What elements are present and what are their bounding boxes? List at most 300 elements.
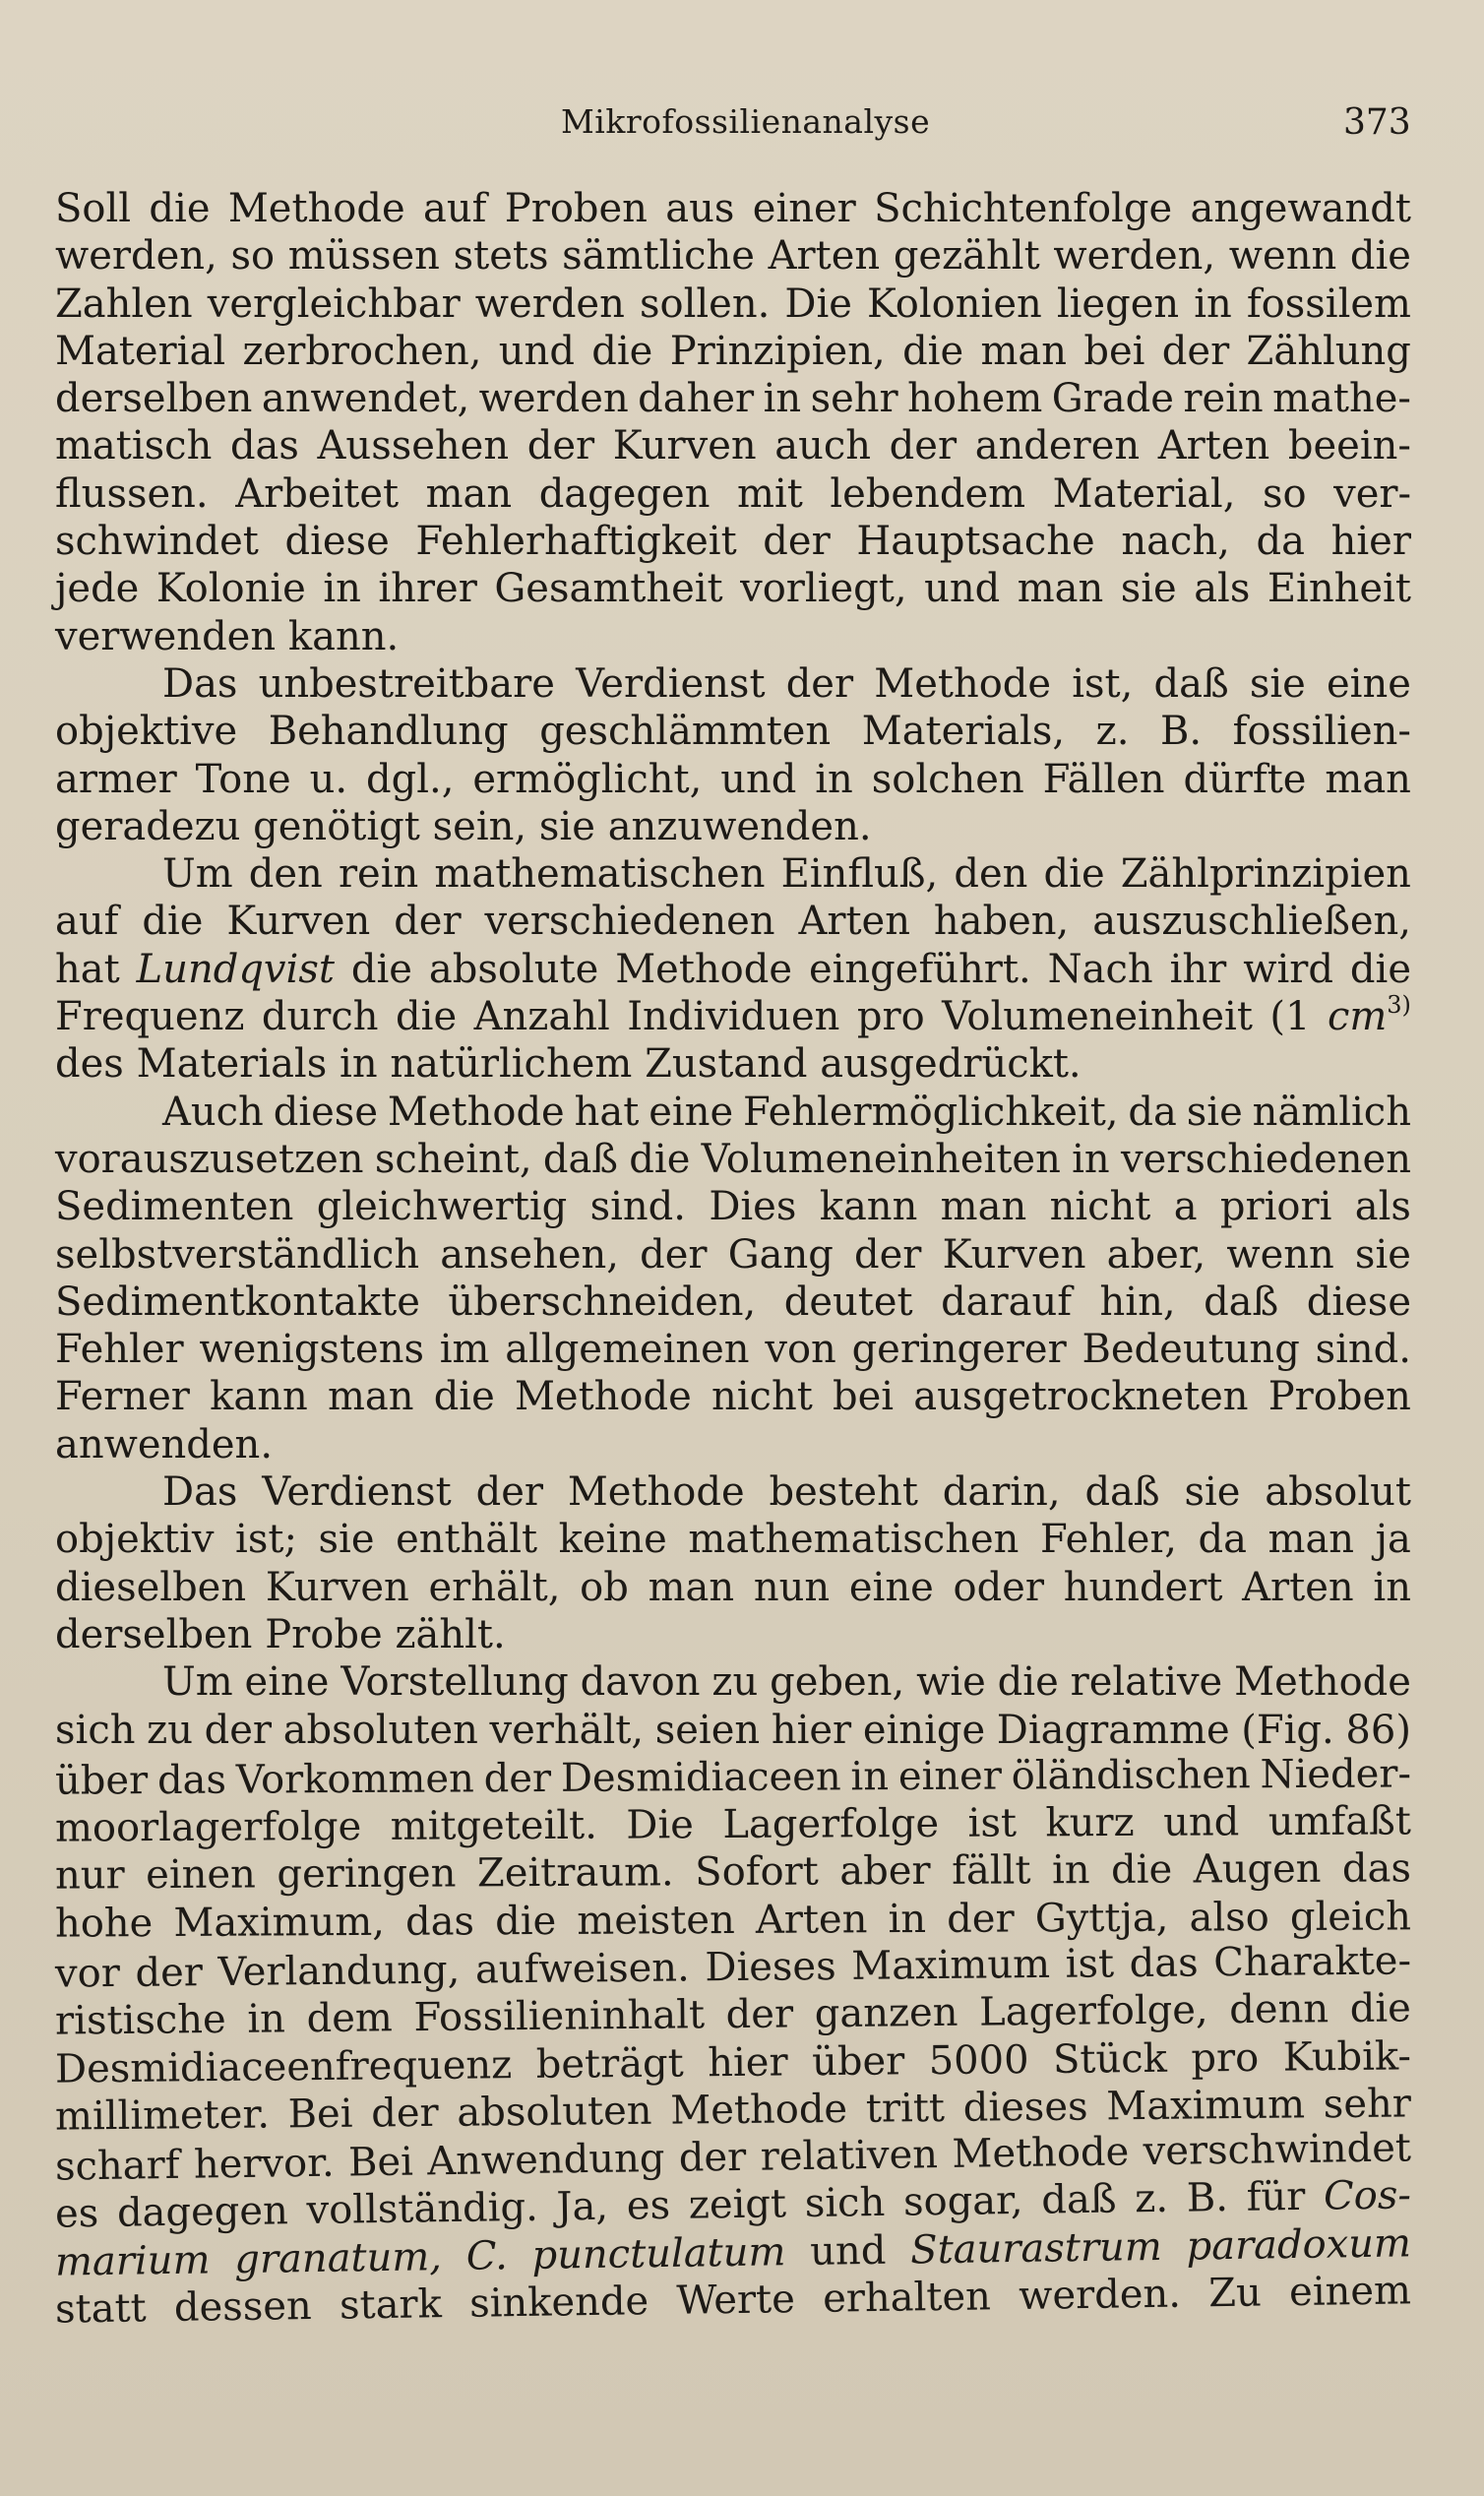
word: ausgedrückt.	[820, 1041, 1082, 1088]
word: Methode	[615, 946, 793, 992]
text-line	[55, 1326, 1411, 1373]
word: Bedeutung	[1082, 1327, 1300, 1373]
word: so	[1262, 470, 1307, 517]
word: besteht	[769, 1469, 918, 1516]
word: der	[475, 1469, 543, 1516]
word: Probe	[265, 1611, 383, 1657]
word: mathematischen	[434, 851, 766, 898]
word: zeigt	[688, 2181, 787, 2229]
word: Methode	[874, 660, 1052, 707]
word: zählt.	[395, 1611, 506, 1657]
word: liegen	[1056, 281, 1180, 327]
word: die	[1349, 1985, 1412, 2032]
word: die	[396, 994, 458, 1040]
word: fossilem	[1246, 281, 1411, 327]
word: Lundqvist	[136, 946, 335, 992]
word: nicht	[1049, 1184, 1151, 1230]
word: erhalten	[822, 2274, 992, 2322]
word: lebendem	[830, 470, 1026, 517]
word: zerbrochen,	[242, 328, 482, 374]
text-line	[55, 1658, 1411, 1706]
word: Staurastrum	[909, 2223, 1163, 2274]
word: erhält,	[428, 1564, 561, 1610]
word: die	[1349, 233, 1411, 280]
word: das	[404, 1899, 475, 1945]
word: in	[1072, 1136, 1110, 1182]
word: Zustand	[645, 1041, 808, 1088]
word: in	[340, 1041, 378, 1088]
word: B.	[1159, 709, 1203, 755]
word: hat	[574, 1089, 640, 1135]
word: Ja,	[556, 2184, 609, 2230]
word: Lagerfolge	[722, 1800, 940, 1848]
word: scheint,	[374, 1136, 532, 1182]
word: einem	[1288, 2268, 1412, 2316]
word: ver-	[1333, 470, 1411, 517]
word: nämlich	[1252, 1089, 1411, 1135]
word: Kubik-	[1282, 2032, 1412, 2081]
word: die	[149, 186, 211, 231]
word: eine	[1326, 660, 1411, 707]
word: Individuen	[627, 994, 840, 1040]
word: werden,	[55, 233, 217, 280]
word: verschiedenen	[484, 899, 775, 945]
word: der	[483, 1755, 552, 1802]
text-line	[55, 1421, 1411, 1468]
word: in	[850, 1753, 890, 1800]
text-line	[55, 375, 1411, 422]
word: verschwindet	[1143, 2125, 1412, 2175]
word: Dies	[709, 1184, 797, 1230]
word: anwendet,	[261, 376, 470, 422]
word: hier	[707, 2039, 788, 2086]
word: in	[763, 376, 802, 422]
word: z.	[1095, 709, 1130, 755]
word: der	[854, 1231, 922, 1278]
word: Bei	[287, 2090, 353, 2138]
word: ansehen,	[440, 1231, 620, 1278]
text-line	[55, 1136, 1411, 1183]
word: daß	[1153, 660, 1229, 707]
word: vor	[54, 1950, 121, 1997]
text-line	[55, 565, 1411, 612]
word: das	[1341, 1845, 1412, 1893]
word: marium	[54, 2237, 211, 2285]
word: Kurven	[265, 1564, 409, 1610]
word: geben,	[770, 1659, 905, 1706]
word: der	[135, 1950, 204, 1996]
word: diese	[273, 1089, 378, 1135]
word: Das	[162, 660, 238, 707]
word: Gesamtheit	[494, 566, 723, 612]
word: Maximum	[851, 1941, 1051, 1989]
word: einen	[146, 1851, 257, 1899]
word: der	[1161, 328, 1230, 374]
word: Cos-	[1323, 2172, 1412, 2220]
word: Zählung	[1246, 328, 1411, 374]
word: fossilien-	[1232, 709, 1411, 755]
text-line	[55, 898, 1411, 945]
word: Bei	[347, 2139, 414, 2186]
word: a	[1173, 1184, 1198, 1230]
word: u.	[309, 756, 348, 802]
word: darin,	[942, 1469, 1061, 1516]
word: hier	[1330, 519, 1411, 565]
word: werden	[478, 376, 629, 422]
word: anzuwenden.	[607, 803, 872, 849]
word: und	[720, 756, 797, 802]
word: nur	[54, 1852, 125, 1899]
word: das	[229, 423, 299, 469]
word: eine	[649, 1089, 734, 1135]
word: die	[997, 1659, 1059, 1706]
word: Um	[162, 851, 233, 898]
word: geringen	[277, 1850, 457, 1898]
word: den	[248, 851, 323, 898]
word: hin,	[1099, 1279, 1176, 1325]
word: Einheit	[1267, 566, 1411, 612]
word: umfaßt	[1268, 1798, 1412, 1845]
text-line	[55, 232, 1411, 280]
word: stark	[339, 2281, 443, 2329]
word: Arten	[1242, 1564, 1354, 1610]
word: der	[640, 1231, 708, 1278]
word: der	[204, 1707, 273, 1753]
word: wie	[916, 1659, 986, 1706]
word: ob	[580, 1564, 629, 1610]
word: sie	[1120, 566, 1177, 612]
word: zu	[147, 1707, 193, 1753]
word: ermöglicht,	[472, 756, 703, 802]
word: Anwendung	[427, 2136, 665, 2185]
word: Frequenz	[55, 994, 245, 1040]
word: Sofort	[695, 1848, 819, 1896]
word: vorauszusetzen	[55, 1136, 364, 1182]
word: mathematischen	[688, 1517, 1020, 1563]
word: in	[815, 756, 853, 802]
text-line	[55, 613, 1411, 660]
word: allgemeinen	[505, 1327, 750, 1373]
word: geschlämmten	[539, 709, 832, 755]
text-line	[55, 185, 1411, 232]
word: als	[1194, 566, 1251, 612]
word: nicht	[711, 1374, 813, 1420]
text-line	[55, 1468, 1411, 1516]
word: schwindet	[55, 519, 259, 565]
word: Gang	[727, 1231, 834, 1278]
word: Grade	[1051, 376, 1174, 422]
word: Das	[162, 1469, 238, 1516]
word: Sedimenten	[55, 1184, 294, 1230]
word: aber,	[1106, 1231, 1206, 1278]
text-line	[55, 1279, 1411, 1326]
word: 5000	[928, 2036, 1029, 2084]
word: Um	[162, 1659, 233, 1706]
word: Kurven	[226, 899, 371, 945]
word: absoluten	[282, 1707, 478, 1753]
word: dessen	[173, 2283, 313, 2331]
running-title: Mikrofossilienanalyse	[561, 102, 931, 141]
word: dagegen	[538, 470, 711, 517]
text-line	[55, 1089, 1411, 1136]
word: als	[1354, 1184, 1411, 1230]
word: eingeführt.	[808, 946, 1031, 992]
word: Nach	[1047, 946, 1153, 992]
word: daß	[1084, 1469, 1160, 1516]
word: vergleichbar	[207, 281, 461, 327]
word: granatum,	[233, 2233, 443, 2282]
word: armer	[55, 756, 177, 802]
word: auch	[774, 423, 872, 469]
word: es	[54, 2191, 99, 2238]
word: Zeitraum.	[476, 1849, 674, 1897]
word: man	[980, 328, 1068, 374]
word: und	[1163, 1799, 1240, 1845]
word: sie	[1186, 1089, 1243, 1135]
word: stets	[453, 233, 549, 280]
word: hohe	[54, 1900, 154, 1947]
word: im	[439, 1327, 490, 1373]
text-line	[55, 850, 1411, 898]
word: man	[425, 470, 513, 517]
word: der	[947, 1896, 1015, 1942]
word: Stück	[1052, 2035, 1168, 2083]
word: hundert	[1063, 1564, 1223, 1610]
word: Material,	[1052, 470, 1236, 517]
word: 86)	[1345, 1707, 1411, 1753]
word: nun	[753, 1564, 831, 1610]
word: eine	[244, 1659, 330, 1706]
word: Arten	[798, 899, 910, 945]
word: Zahlen	[55, 281, 193, 327]
word: ihr	[1169, 946, 1227, 992]
word: wenn	[1228, 233, 1337, 280]
word: Lagerfolge,	[978, 1987, 1208, 2035]
word: sind.	[1315, 1327, 1411, 1373]
word: scharf	[54, 2143, 180, 2190]
word: jede	[55, 566, 140, 612]
word: Die	[626, 1802, 695, 1848]
text-line	[55, 422, 1411, 469]
word: Methode	[227, 186, 405, 231]
word: einer	[897, 1753, 1003, 1799]
word: unbestreitbare	[258, 660, 555, 707]
word: Anzahl	[473, 994, 610, 1040]
word: mit	[737, 470, 803, 517]
word: seien	[654, 1707, 761, 1753]
word: daß	[1204, 1279, 1279, 1325]
word: Die	[784, 281, 852, 327]
word: auf	[423, 186, 487, 231]
word: auszuschließen,	[1092, 899, 1411, 945]
word: relative	[1070, 1659, 1223, 1706]
word: keine	[558, 1517, 667, 1563]
word: daher	[638, 376, 755, 422]
word: Verdienst	[262, 1469, 452, 1516]
word: Fällen	[1042, 756, 1165, 802]
word: (1	[1269, 994, 1311, 1040]
body-text	[54, 185, 1412, 2333]
word: Behandlung	[268, 709, 509, 755]
word: kurz	[1045, 1799, 1135, 1846]
word: in	[1373, 1564, 1411, 1610]
word: kann.	[287, 613, 400, 659]
word: Einfluß,	[780, 851, 939, 898]
text-line	[55, 756, 1411, 803]
word: man	[1325, 756, 1411, 802]
word: diese	[284, 519, 390, 565]
word: geringerer	[851, 1327, 1067, 1373]
word: angewandt	[1190, 186, 1411, 231]
text-line	[55, 281, 1411, 328]
word: in	[247, 1996, 286, 2043]
word: gleich	[1289, 1894, 1412, 1940]
word: das	[156, 1757, 227, 1803]
word: daß	[1040, 2177, 1117, 2224]
word: pro	[856, 994, 925, 1040]
text-line	[55, 708, 1411, 755]
word: sehr	[1323, 2081, 1412, 2128]
word: aber	[839, 1848, 931, 1895]
word: natürlichem	[390, 1041, 633, 1088]
word: Gyttja,	[1034, 1895, 1169, 1942]
word: die	[1043, 851, 1105, 898]
word: Diagramme	[996, 1707, 1230, 1753]
word: Proben	[504, 186, 648, 231]
word: matisch	[55, 423, 213, 469]
word: Arten	[755, 1896, 868, 1943]
word: Arten	[1157, 423, 1270, 469]
text-line	[55, 1183, 1411, 1230]
word: sie	[538, 803, 595, 849]
word: Materials	[136, 1041, 328, 1088]
word: objektiv	[55, 1517, 215, 1563]
word: hier	[771, 1707, 852, 1753]
word: vollständig.	[306, 2185, 539, 2234]
word: dieselben	[55, 1564, 247, 1610]
word: Maximum,	[173, 1899, 386, 1946]
word: sie	[318, 1517, 375, 1563]
word: diese	[1306, 1279, 1411, 1325]
word: über	[811, 2037, 905, 2085]
word: Sedimentkontakte	[55, 1279, 420, 1325]
text-line	[55, 518, 1411, 565]
text-line	[55, 1845, 1411, 1901]
word: punctulatum	[531, 2229, 786, 2278]
word: die	[350, 946, 412, 992]
word: daß	[542, 1136, 619, 1182]
word: sämtliche	[562, 233, 755, 280]
word: es	[626, 2183, 671, 2229]
text-line	[55, 803, 1411, 850]
word: Fehlermöglichkeit,	[743, 1089, 1119, 1135]
word: dgl.,	[366, 756, 455, 802]
word: Ferner	[55, 1374, 190, 1420]
word: beträgt	[535, 2040, 684, 2088]
word: Arbeitet	[235, 470, 400, 517]
word: sehr	[810, 376, 898, 422]
word: kann	[819, 1184, 918, 1230]
word: Vorkommen	[235, 1756, 474, 1803]
word: das	[1129, 1940, 1199, 1987]
word: der	[785, 660, 854, 707]
word: dem	[306, 1995, 394, 2042]
word: ja	[1375, 1517, 1411, 1563]
word: sind.	[589, 1184, 686, 1230]
word: Soll	[55, 186, 132, 231]
word: die	[1110, 1847, 1173, 1894]
word: und	[498, 328, 575, 374]
word: ist	[1065, 1941, 1115, 1987]
word: derselben	[55, 376, 253, 422]
word: priori	[1219, 1184, 1332, 1230]
word: ist	[967, 1800, 1018, 1846]
word: hohem	[907, 376, 1043, 422]
word: wird	[1243, 946, 1333, 992]
word: enthält	[396, 1517, 538, 1563]
word: Volumeneinheit	[942, 994, 1253, 1040]
word: kann	[210, 1374, 308, 1420]
word: in	[1194, 281, 1232, 327]
word: dieses	[962, 2084, 1088, 2131]
word: mitgeteilt.	[390, 1802, 598, 1849]
word: solchen	[871, 756, 1024, 802]
word: deutet	[783, 1279, 913, 1325]
word: die	[629, 1136, 691, 1182]
word: darauf	[941, 1279, 1073, 1325]
word: über	[54, 1757, 149, 1804]
word: Kolonie	[155, 566, 306, 612]
word: den	[954, 851, 1028, 898]
word: absolut	[1265, 1469, 1411, 1516]
word: Kolonien	[867, 281, 1042, 327]
word: Methode	[952, 2129, 1130, 2178]
word: Charakte-	[1213, 1938, 1412, 1986]
word: werden	[474, 281, 625, 327]
word: Fehler,	[1040, 1517, 1177, 1563]
word: der	[394, 899, 462, 945]
word: überschneiden,	[448, 1279, 757, 1325]
word: derselben	[55, 1611, 253, 1657]
word: Dieses	[705, 1943, 836, 1991]
word: mathe-	[1272, 376, 1411, 422]
word: haben,	[933, 899, 1070, 945]
word: Methode	[387, 1089, 565, 1135]
word: geradezu	[55, 803, 241, 849]
text-line	[55, 946, 1411, 993]
word: des	[55, 1041, 124, 1088]
text-line	[55, 470, 1411, 518]
word: rein	[338, 851, 419, 898]
word: Maximum	[1106, 2082, 1306, 2130]
word: paradoxum	[1186, 2220, 1412, 2270]
text-line	[55, 1564, 1411, 1611]
word: nach,	[1121, 519, 1230, 565]
word: ristische	[54, 1997, 226, 2044]
word: auf	[55, 899, 119, 945]
word: absoluten	[457, 2088, 652, 2136]
word: relativen	[760, 2132, 939, 2180]
word: aufweisen.	[474, 1945, 690, 1993]
word: werden.	[1018, 2271, 1182, 2320]
text-line	[55, 660, 1411, 708]
word: die	[1349, 946, 1411, 992]
word: sie	[1249, 660, 1306, 707]
word: Fehler	[55, 1327, 184, 1373]
word: objektive	[55, 709, 238, 755]
word: aus	[665, 186, 735, 231]
word: und	[924, 566, 1001, 612]
